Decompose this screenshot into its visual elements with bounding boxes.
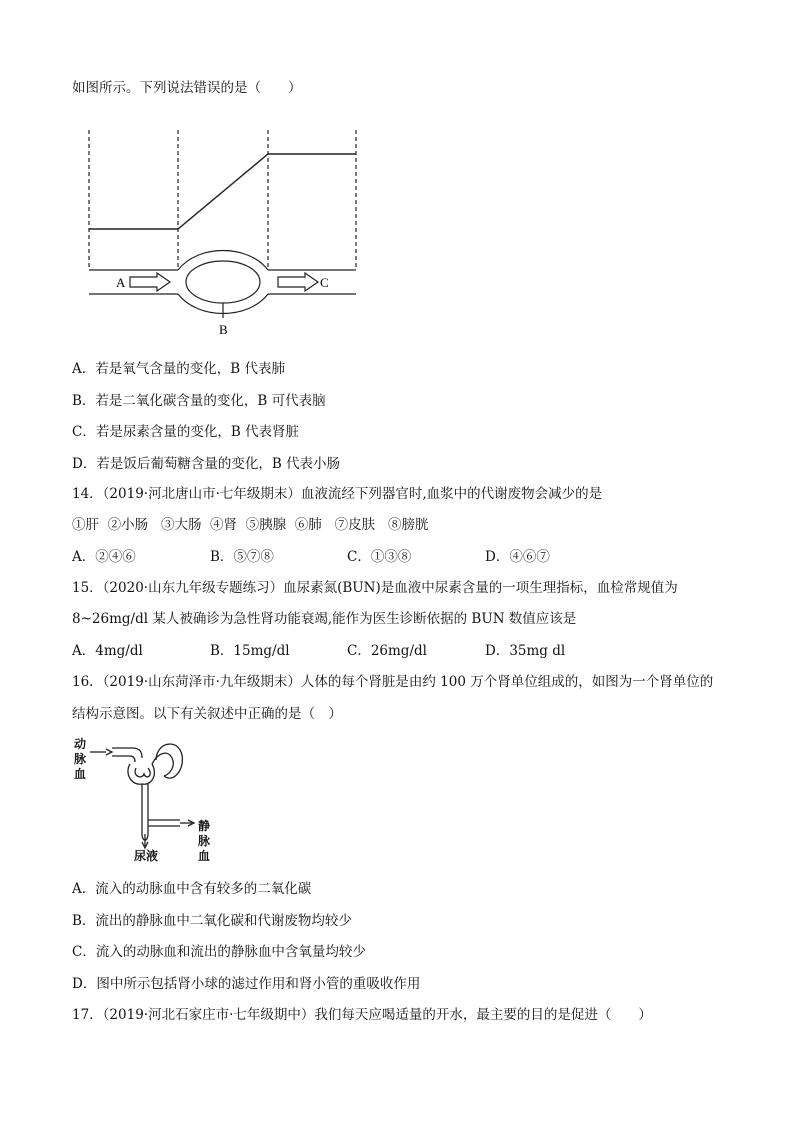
q16-stem-line2: 结构示意图。以下有关叙述中正确的是（ ） [72,706,342,722]
q15-option-b: B．15mg/dl [210,643,290,659]
artery-arrow-icon [106,749,112,755]
q16-figure [72,734,222,864]
vein-label-3: 血 [198,849,211,863]
q16-option-b: B．流出的静脉血中二氧化碳和代谢废物均较少 [72,913,352,929]
urine-label: 尿液 [134,849,159,863]
q15-stem-line2: 8~26mg/dl 某人被确诊为急性肾功能衰竭,能作为医生诊断依据的 BUN 数值应该是 [72,611,577,627]
arrow-a-icon [130,273,170,291]
q16-option-d: D．图中所示包括肾小球的滤过作用和肾小管的重吸收作用 [72,976,421,992]
content-curve [89,154,356,229]
glomerulus-loops [135,768,150,777]
label-c: C [320,275,329,290]
q13-figure [80,124,370,340]
q14-stem: 14．（2019·河北唐山市·七年级期末）血液流经下列器官时,血浆中的代谢废物会减少的是 [72,486,603,502]
q14-option-d: D．④⑥⑦ [485,549,550,565]
q13-option-b: B．若是二氧化碳含量的变化，B 可代表脑 [72,393,326,409]
q14-option-b: B．⑤⑦⑧ [210,549,274,565]
q16-option-a: A．流入的动脉血中含有较多的二氧化碳 [72,881,312,897]
q14-option-c: C．①③⑧ [347,549,412,565]
label-b: B [219,322,228,337]
q13-option-a: A．若是氧气含量的变化，B 代表肺 [72,361,285,377]
arrow-c-icon [278,273,318,291]
q16-stem-line1: 16．（2019·山东菏泽市·九年级期末）人体的每个肾脏是由约 100 万个肾单位组成的，如图为一个肾单位的 [72,674,714,690]
artery-label-2: 脉 [74,752,87,766]
vein-label-1: 静 [198,819,211,833]
q15-option-d: D．35mg dl [485,643,566,659]
q13-stem: 如图所示。下列说法错误的是（ ） [72,80,302,96]
q14-option-a: A．②④⑥ [72,549,136,565]
label-a: A [116,275,126,290]
q15-option-c: C．26mg/dl [347,643,427,659]
q16-option-c: C．流入的动脉血和流出的静脉血中含氧量均较少 [72,944,366,960]
organ-inner [186,261,260,303]
vein-label-2: 脉 [198,834,211,848]
q17-stem: 17．（2019·河北石家庄市·七年级期中）我们每天应喝适量的开水，最主要的目的是促进（ ） [72,1007,652,1023]
organ-outer-top [178,251,268,271]
artery-label-3: 血 [74,767,87,781]
q15-stem-line1: 15．（2020·山东九年级专题练习）血尿素氮(BUN)是血液中尿素含量的一项生理指标，血检常规值为 [72,580,678,596]
artery-label-1: 动 [74,737,87,751]
q15-option-a: A．4mg/dl [72,643,143,659]
tubule-proximal [152,753,173,776]
afferent-inner [112,756,135,762]
q14-organs: ①肝 ②小肠 ③大肠 ④肾 ⑤胰腺 ⑥肺 ⑦皮肤 ⑧膀胱 [72,517,429,533]
q13-option-c: C．若是尿素含量的变化，B 代表肾脏 [72,424,300,440]
q13-option-d: D．若是饭后葡萄糖含量的变化，B 代表小肠 [72,456,341,472]
